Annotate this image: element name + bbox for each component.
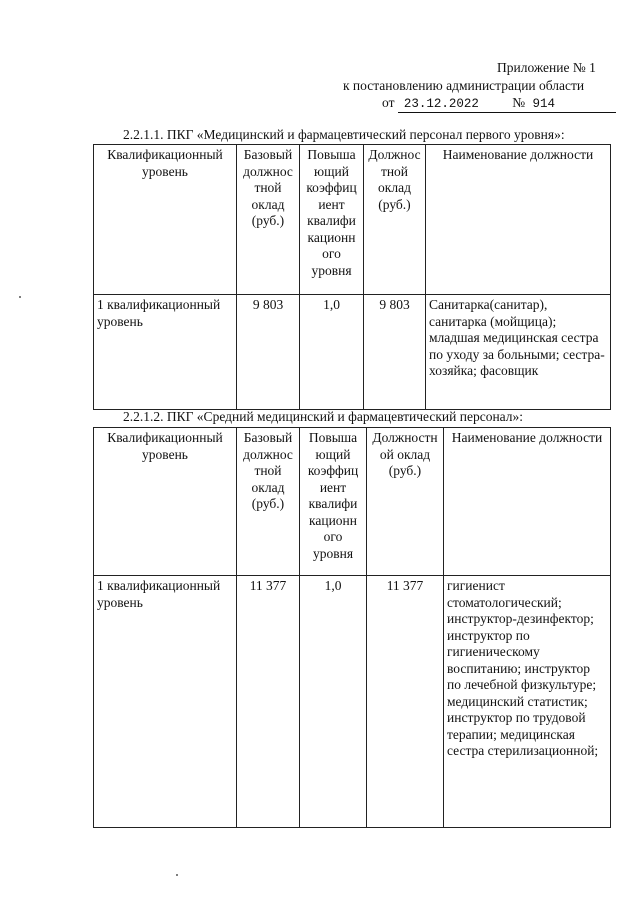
column-header-salary: Должностн ой оклад (руб.) <box>367 428 444 576</box>
table-header-row <box>94 145 611 295</box>
cell-salary: 9 803 <box>364 295 426 410</box>
number-prefix: № <box>512 95 526 110</box>
resolution-reference: к постановлению администрации области <box>343 78 585 93</box>
cell-level: 1 квалификационный уровень <box>94 576 237 828</box>
cell-positions: Санитарка(санитар), санитарка (мойщица); младшая медицинская сестра по уходу за больными; сестра-хозяйка; фасовщик <box>426 295 611 410</box>
scan-speck <box>19 296 21 298</box>
column-header-coefficient: Повыша ющий коэффиц иент квалифи кационн ого уровня <box>300 145 364 295</box>
section-2-table <box>93 427 611 828</box>
appendix-title: Приложение № 1 <box>497 60 596 75</box>
table-header-row <box>94 428 611 576</box>
section-1-table <box>93 144 611 410</box>
column-header-position: Наименование должности <box>426 145 611 295</box>
column-header-coefficient: Повыша ющий коэффиц иент квалифи кационн ого уровня <box>300 428 367 576</box>
column-header-base-salary: Базовый должнос тной оклад (руб.) <box>237 428 300 576</box>
cell-coefficient: 1,0 <box>300 576 367 828</box>
table-row <box>94 295 611 410</box>
resolution-date-number <box>382 95 616 113</box>
column-header-level: Квалификационный уровень <box>94 145 237 295</box>
column-header-level: Квалификационный уровень <box>94 428 237 576</box>
column-header-position: Наименование должности <box>444 428 611 576</box>
table-row <box>94 576 611 828</box>
scan-speck <box>176 874 178 876</box>
column-header-base-salary: Базовый должнос тной оклад (руб.) <box>237 145 300 295</box>
resolution-date: 23.12.2022 <box>403 97 479 111</box>
section-1-title: 2.2.1.1. ПКГ «Медицинский и фармацевтический персонал первого уровня»: <box>123 127 565 142</box>
section-2-title: 2.2.1.2. ПКГ «Средний медицинский и фармацевтический персонал»: <box>123 409 524 424</box>
cell-level: 1 квалификационный уровень <box>94 295 237 410</box>
resolution-number: 914 <box>532 97 556 111</box>
column-header-salary: Должнос тной оклад (руб.) <box>364 145 426 295</box>
cell-salary: 11 377 <box>367 576 444 828</box>
cell-positions: гигиенист стоматологический; инструктор-дезинфектор; инструктор по гигиеническому воспитанию; инструктор по лечебной физкультуре; медицинский статистик; инструктор по трудовой терапии; медицинская сестра стерилизационной; <box>444 576 611 828</box>
from-prefix: от <box>382 95 395 110</box>
cell-base-salary: 11 377 <box>237 576 300 828</box>
date-number-line <box>398 95 616 113</box>
cell-coefficient: 1,0 <box>300 295 364 410</box>
cell-base-salary: 9 803 <box>237 295 300 410</box>
